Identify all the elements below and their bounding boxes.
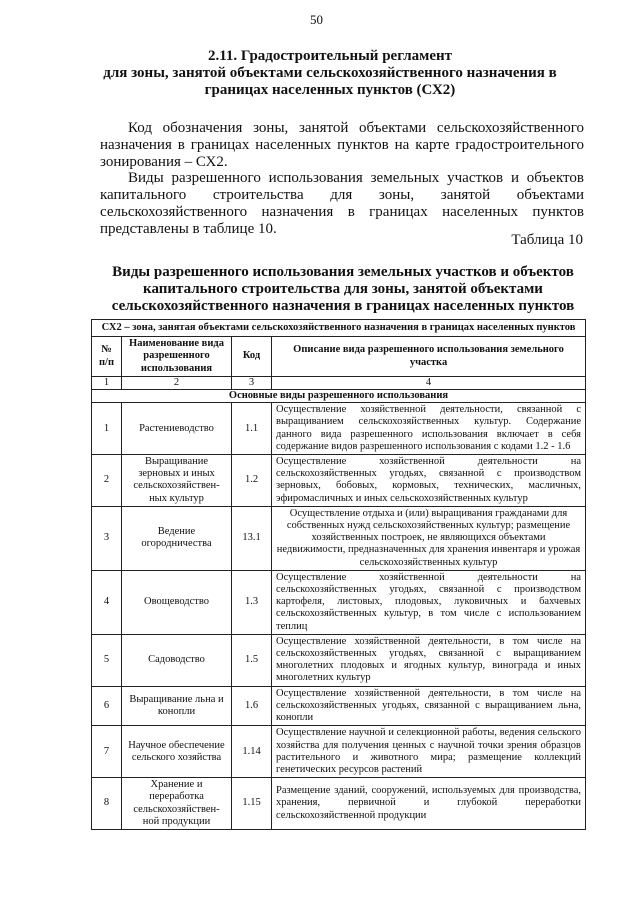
row-num: 1 [92, 403, 122, 455]
row-code: 1.6 [232, 686, 272, 726]
table-heading [88, 264, 598, 315]
usage-table [91, 319, 586, 830]
row-name: Овощеводство [122, 570, 232, 634]
table-row [92, 778, 586, 830]
header-num: № п/п [92, 337, 122, 377]
table-row [92, 726, 586, 778]
row-num: 6 [92, 686, 122, 726]
row-desc: Осуществление хозяйственной деятельности на сельскохозяйственных угодьях, связанной с производством зерновых, бобовых, кормовых, технических, масличных, эфиромасличных и иных сельскохозяйственных культур [272, 455, 586, 507]
table-zone-caption: СХ2 – зона, занятая объектами сельскохозяйственного назначения в границах населенных пунктов [92, 320, 586, 337]
table-heading-line: капитального строительства для зоны, занятой объектами [143, 281, 543, 297]
row-desc: Осуществление научной и селекционной работы, ведения сельского хозяйства для получения ценных с научной точки зрения образцов растительного и животного мира; размещение коллекций генетических ресурсов растений [272, 726, 586, 778]
table-caption: Таблица 10 [511, 232, 583, 248]
row-code: 1.3 [232, 570, 272, 634]
row-num: 5 [92, 634, 122, 686]
row-desc: Осуществление хозяйственной деятельности, в том числе на сельскохозяйственных угодьях, связанной с выращиванием многолетних плодовых и ягодных культур, винограда и иных многолетних культур [272, 634, 586, 686]
table-subheading: Основные виды разрешенного использования [92, 390, 586, 403]
paragraph-zone-code: Код обозначения зоны, занятой объектами сельскохозяйственного назначения в границах населенных пунктов на карте градостроительного зонирования – СХ2. [100, 120, 584, 170]
row-code: 1.1 [232, 403, 272, 455]
row-desc: Осуществление хозяйственной деятельности, связанной с выращиванием сельскохозяйственных культур. Содержание данного вида разрешенного использования включает в себя содержание видов разрешенного использования с кодами 1.2 - 1.6 [272, 403, 586, 455]
row-desc: Размещение зданий, сооружений, используемых для производства, хранения, первичной и глубокой переработки сельскохозяйственной продукции [272, 778, 586, 830]
col-number: 4 [272, 376, 586, 389]
row-num: 4 [92, 570, 122, 634]
row-desc: Осуществление отдыха и (или) выращивания гражданами для собственных нужд сельскохозяйственных культур; размещение хозяйственных построек, не являющихся объектами недвижимости, предназначенных для хранения инвентаря и урожая сельскохозяйственных культур [272, 506, 586, 570]
table-row [92, 634, 586, 686]
row-num: 7 [92, 726, 122, 778]
header-code: Код [232, 337, 272, 377]
row-name: Ведение огородничества [122, 506, 232, 570]
row-desc: Осуществление хозяйственной деятельности, в том числе на сельскохозяйственных угодьях, связанной с выращиванием льна, конопли [272, 686, 586, 726]
table-heading-line: сельскохозяйственного назначения в границах населенных пунктов [111, 298, 575, 314]
row-name: Растениеводство [122, 403, 232, 455]
table-row [92, 686, 586, 726]
row-desc: Осуществление хозяйственной деятельности на сельскохозяйственных угодьях, связанной с производством картофеля, листовых, плодовых, луковичных и бахчевых сельскохозяйственных культур, в том числе с использованием теплиц [272, 570, 586, 634]
section-title [60, 48, 600, 99]
row-num: 8 [92, 778, 122, 830]
row-num: 2 [92, 455, 122, 507]
header-desc: Описание вида разрешенного использования земельного участка [272, 337, 586, 377]
table-row [92, 403, 586, 455]
row-num: 3 [92, 506, 122, 570]
col-number: 1 [92, 376, 122, 389]
row-name: Выращивание зерновых и иных сельскохозяйствен-ных культур [122, 455, 232, 507]
section-title-line: 2.11. Градостроительный регламент [207, 48, 453, 64]
row-code: 1.2 [232, 455, 272, 507]
table-row [92, 455, 586, 507]
row-code: 13.1 [232, 506, 272, 570]
table-row [92, 506, 586, 570]
row-name: Садоводство [122, 634, 232, 686]
section-title-line: для зоны, занятой объектами сельскохозяйственного назначения в [103, 65, 557, 81]
row-code: 1.15 [232, 778, 272, 830]
row-code: 1.5 [232, 634, 272, 686]
row-name: Хранение и переработка сельскохозяйствен-ной продукции [122, 778, 232, 830]
row-name: Выращивание льна и конопли [122, 686, 232, 726]
paragraph-usage-types: Виды разрешенного использования земельных участков и объектов капитального строительства для зоны, занятой объектами сельскохозяйственного назначения в границах населенных пунктов представлены в таблице 10. [100, 170, 584, 237]
table-heading-line: Виды разрешенного использования земельных участков и объектов [112, 264, 574, 280]
row-code: 1.14 [232, 726, 272, 778]
col-number: 3 [232, 376, 272, 389]
header-name: Наименование вида разрешенного использования [122, 337, 232, 377]
col-number: 2 [122, 376, 232, 389]
row-name: Научное обеспечение сельского хозяйства [122, 726, 232, 778]
table-row [92, 570, 586, 634]
page-number: 50 [310, 12, 323, 27]
section-title-line: границах населенных пунктов (СХ2) [204, 82, 456, 98]
